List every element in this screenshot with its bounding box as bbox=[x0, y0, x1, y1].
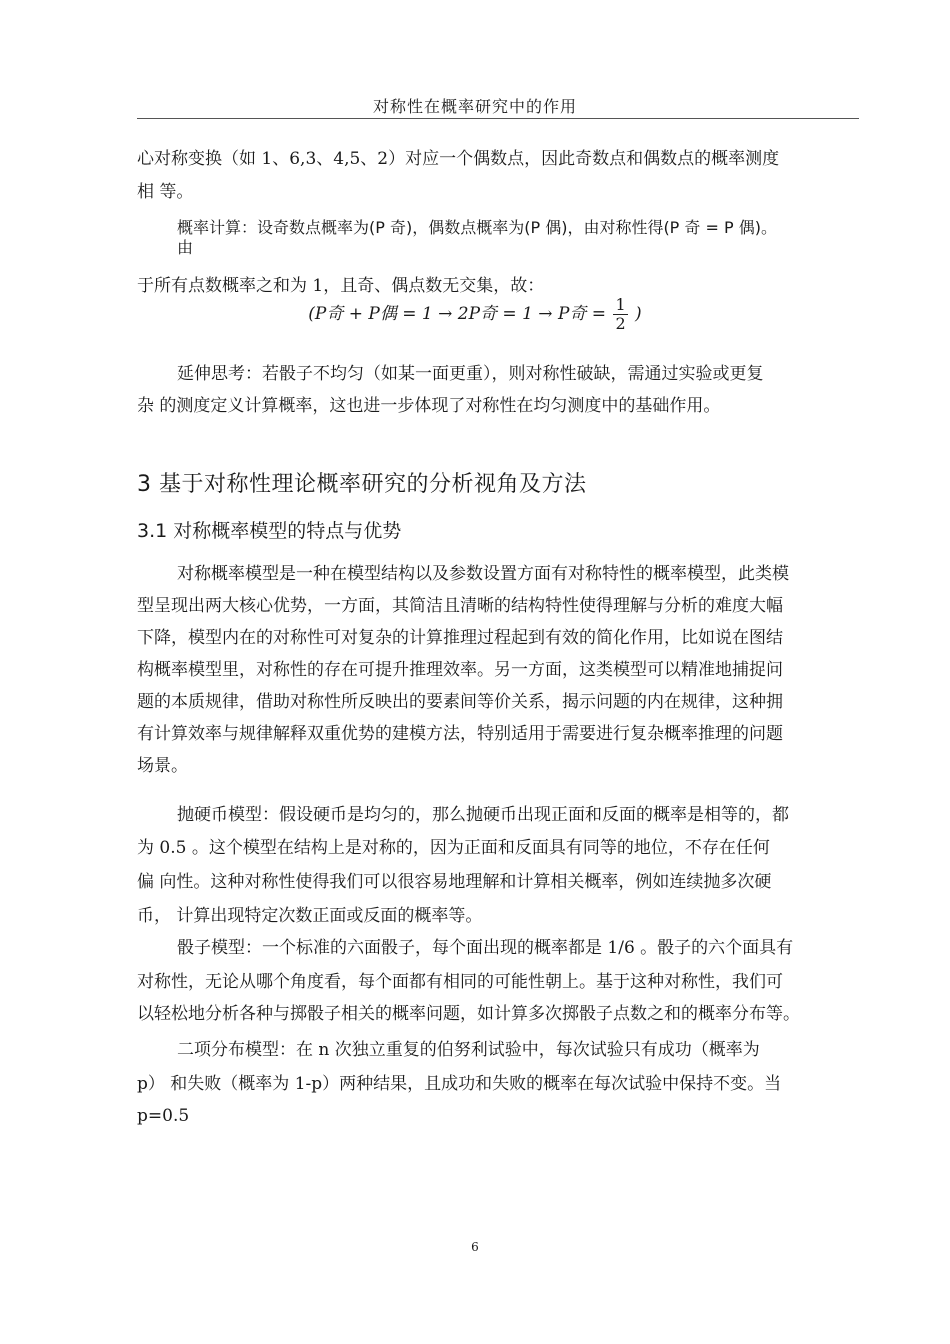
text-line: 有计算效率与规律解释双重优势的建模方法，特别适用于需要进行复杂概率推理的问题 bbox=[137, 724, 783, 744]
text-line: 场景。 bbox=[137, 756, 188, 776]
text-line: p） 和失败（概率为 1-p）两种结果，且成功和失败的概率在每次试验中保持不变。当 bbox=[137, 1074, 782, 1094]
text-line: 由 bbox=[177, 238, 194, 257]
text-line: 心对称变换（如 1、6,3、4,5、2）对应一个偶数点，因此奇数点和偶数点的概率测度 bbox=[137, 149, 780, 169]
text-line: 概率计算：设奇数点概率为(P 奇)，偶数点概率为(P 偶)，由对称性得(P 奇 = P 偶)。 bbox=[177, 218, 777, 237]
text-line: 题的本质规律，借助对称性所反映出的要素间等价关系，揭示问题的内在规律，这种拥 bbox=[137, 692, 783, 712]
text-line: 偏 向性。这种对称性使得我们可以很容易地理解和计算相关概率，例如连续抛多次硬 bbox=[137, 872, 772, 892]
text-line: 下降，模型内在的对称性可对复杂的计算推理过程起到有效的简化作用，比如说在图结 bbox=[137, 628, 783, 648]
header-divider bbox=[137, 118, 859, 119]
text-line: 对称概率模型是一种在模型结构以及参数设置方面有对称特性的概率模型，此类模 bbox=[177, 564, 789, 584]
text-line: 币， 计算出现特定次数正面或反面的概率等。 bbox=[137, 906, 483, 926]
subsection-heading: 3.1 对称概率模型的特点与优势 bbox=[137, 520, 402, 542]
text-line: 杂 的测度定义计算概率，这也进一步体现了对称性在均匀测度中的基础作用。 bbox=[137, 396, 721, 416]
text-line: p=0.5 bbox=[137, 1106, 190, 1126]
text-line: 对称性，无论从哪个角度看，每个面都有相同的可能性朝上。基于这种对称性，我们可 bbox=[137, 972, 783, 992]
page-number: 6 bbox=[471, 1240, 479, 1254]
text-line: 为 0.5 。这个模型在结构上是对称的，因为正面和反面具有同等的地位，不存在任何 bbox=[137, 838, 770, 858]
fraction-denominator: 2 bbox=[615, 314, 626, 333]
text-line: 型呈现出两大核心优势，一方面，其简洁且清晰的结构特性使得理解与分析的难度大幅 bbox=[137, 596, 783, 616]
fraction-numerator: 1 bbox=[615, 295, 626, 314]
text-line: 二项分布模型：在 n 次独立重复的伯努利试验中，每次试验只有成功（概率为 bbox=[177, 1040, 760, 1060]
page-header-title: 对称性在概率研究中的作用 bbox=[372, 97, 577, 116]
formula-right: ) bbox=[635, 304, 642, 324]
probability-formula bbox=[0, 296, 950, 333]
text-line: 于所有点数概率之和为 1，且奇、偶点数无交集，故： bbox=[137, 276, 545, 296]
text-line: 以轻松地分析各种与掷骰子相关的概率问题，如计算多次掷骰子点数之和的概率分布等。 bbox=[137, 1004, 800, 1024]
text-line: 抛硬币模型：假设硬币是均匀的，那么抛硬币出现正面和反面的概率是相等的，都 bbox=[177, 805, 789, 825]
text-line: 构概率模型里，对称性的存在可提升推理效率。另一方面，这类模型可以精准地捕捉问 bbox=[137, 660, 783, 680]
text-line: 相 等。 bbox=[137, 182, 194, 202]
formula-left: (P奇 + P偶 = 1 → 2P奇 = 1 → P奇 = bbox=[308, 304, 607, 324]
text-line: 骰子模型：一个标准的六面骰子，每个面出现的概率都是 1/6 。骰子的六个面具有 bbox=[177, 938, 794, 958]
text-line: 延伸思考：若骰子不均匀（如某一面更重），则对称性破缺，需通过实验或更复 bbox=[177, 364, 764, 384]
formula-fraction bbox=[613, 296, 627, 333]
section-heading: 3 基于对称性理论概率研究的分析视角及方法 bbox=[137, 472, 587, 497]
